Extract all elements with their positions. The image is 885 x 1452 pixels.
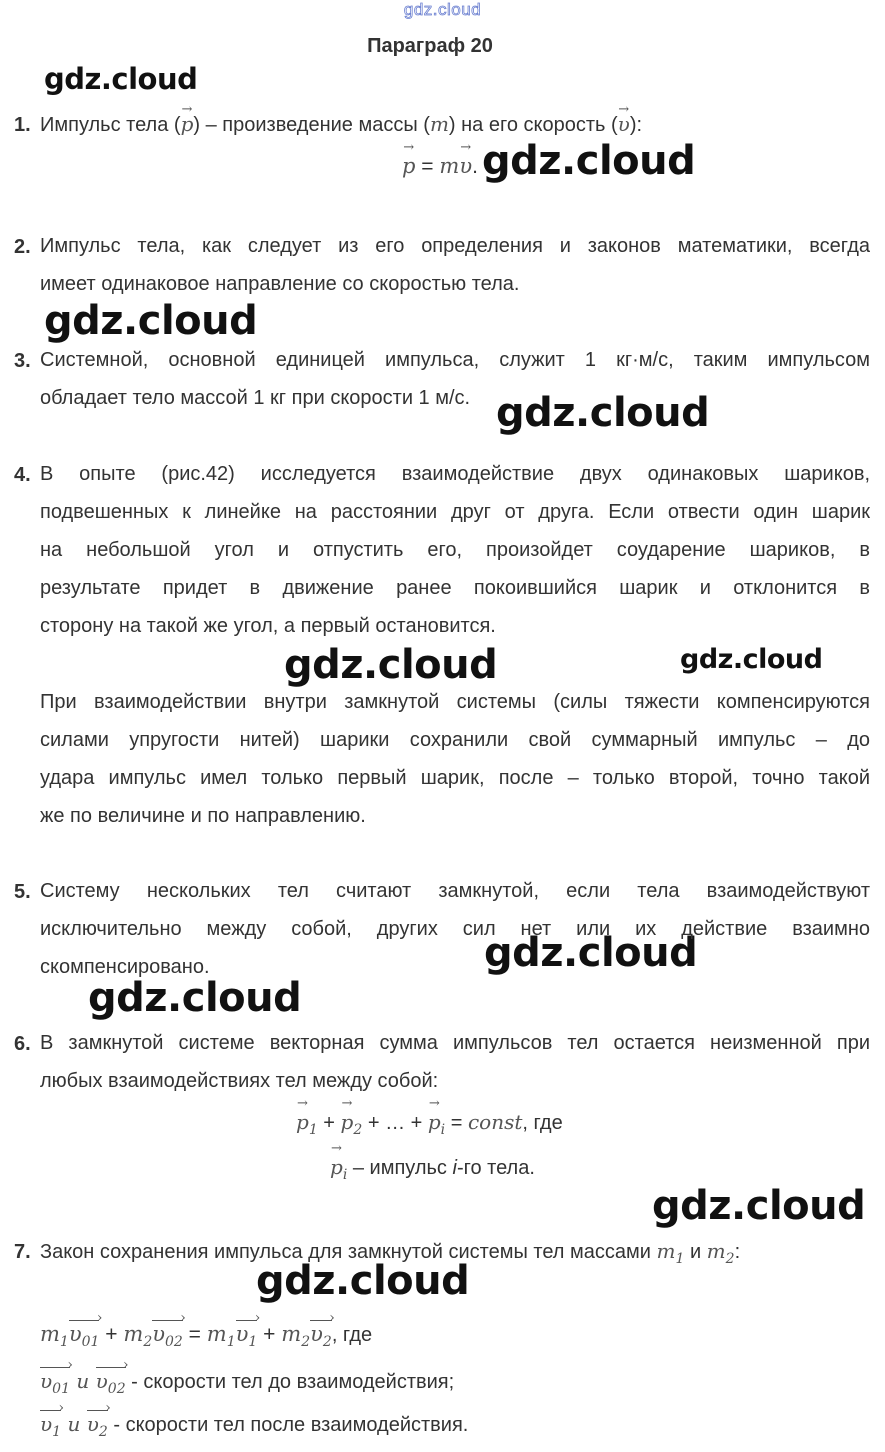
item-line: В замкнутой системе векторная сумма импульсов тел остается неизменной при xyxy=(40,1032,870,1054)
watermark: gdz.cloud xyxy=(482,138,696,184)
item-line: силами упругости нитей) шарики сохранили свой суммарный импульс – до xyxy=(40,729,870,751)
text-fragment: , где xyxy=(331,1324,373,1346)
formula-description xyxy=(330,1155,535,1183)
watermark: gdz.cloud xyxy=(88,975,302,1021)
math-symbol: υ xyxy=(40,1369,53,1393)
math-symbol: → p xyxy=(341,1110,354,1134)
math-symbol: → p xyxy=(181,105,194,143)
math-subscript: i xyxy=(342,1167,348,1183)
math-subscript: i xyxy=(440,1122,446,1138)
math-symbol: const xyxy=(467,1110,523,1134)
math-subscript: 1 xyxy=(308,1122,318,1138)
item-line: любых взаимодействиях тел между собой: xyxy=(40,1070,439,1092)
watermark: gdz.cloud xyxy=(496,390,710,436)
math-operator: + xyxy=(362,1112,386,1134)
math-symbol: υ xyxy=(310,1322,323,1346)
math-symbol: → p xyxy=(402,154,415,178)
math-subscript: 01 xyxy=(52,1381,70,1397)
item-line xyxy=(40,1232,870,1278)
item-number: 7. xyxy=(14,1241,31,1263)
item-line: исключительно между собой, других сил нет или их действие взаимно xyxy=(40,918,870,940)
text-fragment: , где xyxy=(522,1112,563,1134)
watermark: gdz.cloud xyxy=(44,298,258,344)
math-subscript: 1 xyxy=(59,1334,69,1351)
math-operator: … xyxy=(385,1112,406,1134)
math-subscript: 2 xyxy=(143,1334,153,1351)
math-symbol: m xyxy=(281,1322,302,1346)
math-symbol: υ xyxy=(40,1412,53,1436)
item-line: подвешенных к линейке на расстоянии друг от друга. Если отвести один шарик xyxy=(40,501,870,523)
math-symbol: m xyxy=(123,1322,144,1346)
text-fragment: : xyxy=(734,1241,741,1263)
text-fragment: ) на его скорость ( xyxy=(448,114,618,136)
math-symbol: → p xyxy=(428,1110,441,1134)
text-fragment: и xyxy=(61,1412,87,1436)
formula-description xyxy=(40,1367,454,1397)
math-subscript: 02 xyxy=(165,1334,183,1351)
item-line: В опыте (рис.42) исследуется взаимодействие двух одинаковых шариков, xyxy=(40,463,870,485)
item-line: обладает тело массой 1 кг при скорости 1 м/с. xyxy=(40,387,471,409)
item-text xyxy=(40,105,870,144)
item-line: на небольшой угол и отпустить его, произойдет соударение шариков, в xyxy=(40,539,870,561)
math-symbol: → υ xyxy=(618,105,630,143)
math-symbol: υ xyxy=(86,1412,99,1436)
math-subscript: 2 xyxy=(301,1334,311,1351)
math-symbol: → υ xyxy=(459,154,472,178)
formula-description xyxy=(40,1410,468,1440)
watermark: gdz.cloud xyxy=(256,1258,470,1304)
math-symbol: m xyxy=(429,112,449,136)
math-subscript: 1 xyxy=(675,1251,685,1267)
watermark: gdz.cloud xyxy=(680,644,823,675)
math-subscript: 2 xyxy=(725,1251,735,1267)
math-symbol: m xyxy=(40,1322,60,1346)
item-line: имеет одинаковое направление со скоростью тела. xyxy=(40,273,520,295)
item-number: 1. xyxy=(14,114,31,136)
text-fragment: и xyxy=(70,1369,96,1393)
formula: $m_1\upsilon_{01}$ › + $m_2\upsilon_{02}$ › = $m_1\upsilon_1$ › + $m_2\upsilon_2$ ›, где xyxy=(40,1320,372,1350)
item-number: 4. xyxy=(14,464,31,486)
math-subscript: 2 xyxy=(322,1334,332,1351)
text-fragment: Импульс тела ( xyxy=(40,114,181,136)
text-fragment: ): xyxy=(629,114,643,136)
watermark: gdz.cloud xyxy=(652,1183,866,1229)
math-subscript: 01 xyxy=(81,1334,100,1351)
math-operator: + xyxy=(317,1112,341,1134)
math-operator: = xyxy=(415,155,440,178)
text-fragment: Закон сохранения импульса для замкнутой системы тел массами xyxy=(40,1241,657,1263)
math-symbol: → p xyxy=(296,1110,309,1134)
item-line: Импульс тела, как следует из его определения и законов математики, всегда xyxy=(40,235,870,257)
item-number: 5. xyxy=(14,881,31,903)
item-line: результате придет в движение ранее покоившийся шарик и отклонится в xyxy=(40,577,870,599)
text-fragment: -го тела. xyxy=(456,1157,535,1179)
text-fragment: - скорости тел после взаимодействия. xyxy=(107,1414,469,1436)
item-line: же по величине и по направлению. xyxy=(40,805,366,827)
top-watermark: gdz.cloud xyxy=(403,0,482,19)
item-number: 3. xyxy=(14,350,31,372)
watermark: gdz.cloud xyxy=(44,62,198,96)
item-number: 6. xyxy=(14,1033,31,1055)
math-symbol: m xyxy=(206,1322,227,1346)
item-line: Систему нескольких тел считают замкнутой, если тела взаимодействуют xyxy=(40,880,870,902)
watermark: gdz.cloud xyxy=(284,642,498,688)
item-line: При взаимодействии внутри замкнутой системы (силы тяжести компенсируются xyxy=(40,691,870,713)
math-symbol: m xyxy=(656,1239,676,1263)
item-line: Системной, основной единицей импульса, служит 1 кг·м/с, таким импульсом xyxy=(40,349,870,371)
text-fragment: и xyxy=(689,1241,702,1263)
math-subscript: 1 xyxy=(52,1424,62,1440)
text-fragment: - скорости тел до взаимодействия; xyxy=(125,1371,455,1393)
formula: → $p_1$ + → $p_2$ + … + → $p_i$ = const, где xyxy=(296,1110,563,1138)
math-symbol: i xyxy=(452,1157,457,1179)
math-subscript: 02 xyxy=(107,1381,126,1397)
math-operator: . xyxy=(472,155,478,178)
text-fragment: ) – произведение массы ( xyxy=(193,114,430,136)
math-subscript: 2 xyxy=(353,1122,363,1138)
math-subscript: 2 xyxy=(98,1424,108,1440)
text-fragment: – импульс xyxy=(347,1157,453,1179)
item-line: удара импульс имел только первый шарик, после – только второй, точно такой xyxy=(40,767,870,789)
math-subscript: 1 xyxy=(226,1334,236,1351)
math-symbol: m xyxy=(439,154,460,178)
math-symbol: υ xyxy=(235,1322,249,1346)
page-title: Параграф 20 xyxy=(367,35,493,57)
formula xyxy=(402,154,478,179)
math-symbol: → p xyxy=(330,1155,343,1179)
math-symbol: m xyxy=(706,1239,726,1263)
math-operator: + xyxy=(405,1112,428,1134)
math-symbol: υ xyxy=(152,1322,166,1346)
watermark: gdz.cloud xyxy=(484,930,698,976)
item-line: скомпенсировано. xyxy=(40,956,210,978)
item-line: сторону на такой же угол, а первый остановится. xyxy=(40,615,496,637)
math-subscript: 1 xyxy=(248,1334,258,1351)
math-symbol: υ xyxy=(68,1322,82,1346)
item-number: 2. xyxy=(14,236,31,258)
math-symbol: υ xyxy=(95,1369,108,1393)
